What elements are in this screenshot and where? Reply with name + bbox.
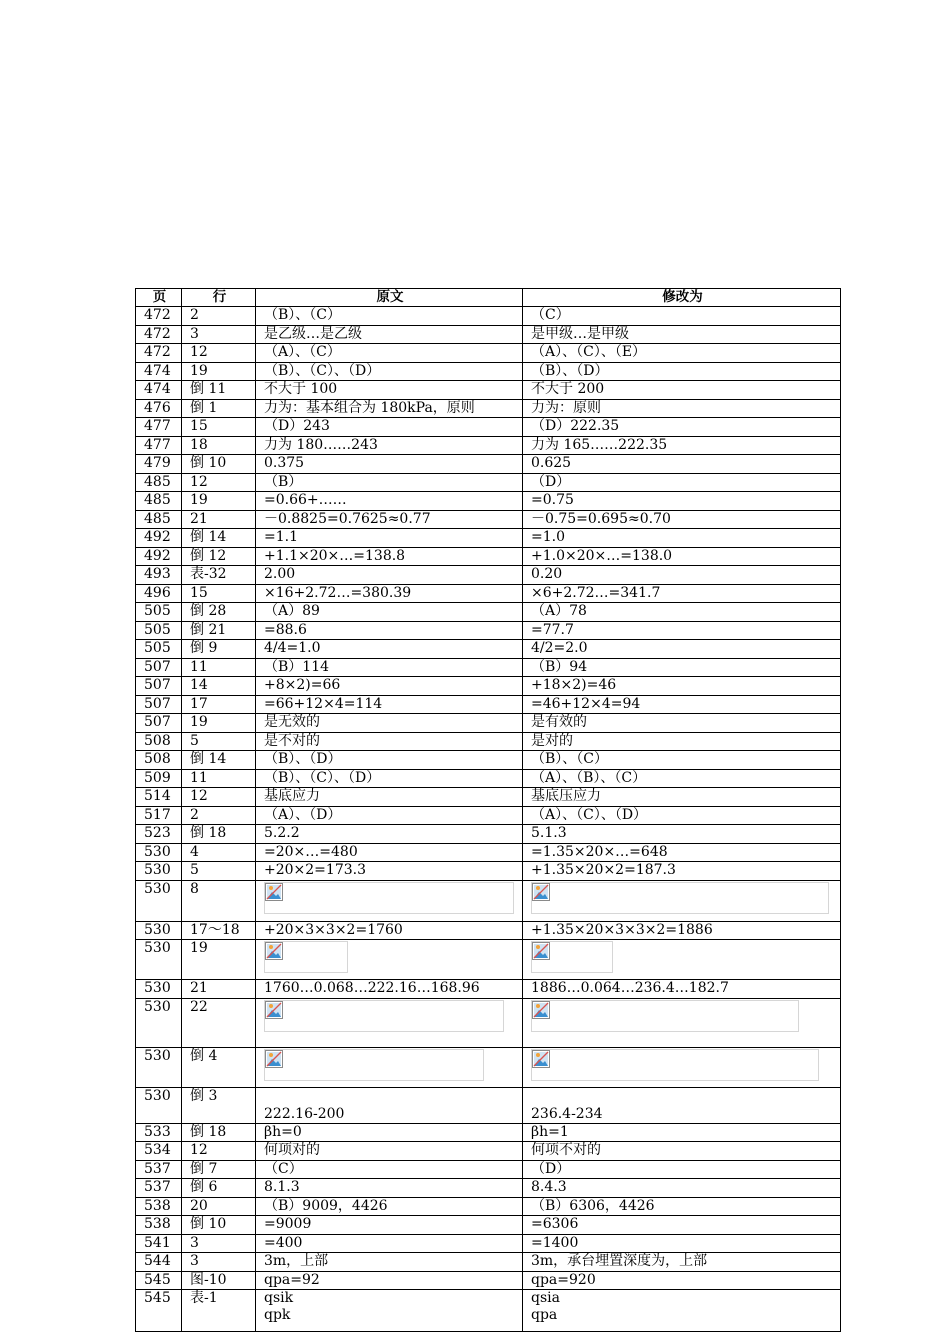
cell-original: 基底应力 [256, 788, 523, 807]
embedded-image [531, 882, 829, 914]
cell-original: 不大于 100 [256, 381, 523, 400]
cell-original: =88.6 [256, 621, 523, 640]
cell-original: －0.8825=0.7625≈0.77 [256, 510, 523, 529]
cell-revised: =46+12×4=94 [523, 695, 841, 714]
cell-line: 17～18 [182, 921, 256, 940]
header-original: 原文 [256, 289, 523, 307]
cell-page: 505 [136, 640, 182, 659]
cell-revised: 8.4.3 [523, 1179, 841, 1198]
table-row [136, 455, 841, 474]
cell-line: 12 [182, 1142, 256, 1161]
embedded-image [264, 941, 348, 973]
cell-original [256, 998, 523, 1047]
table-row [136, 1087, 841, 1123]
cell-line: 20 [182, 1197, 256, 1216]
cell-revised [523, 1047, 841, 1087]
cell-original: （D）243 [256, 418, 523, 437]
cell-page: 538 [136, 1216, 182, 1235]
cell-original: 1760…0.068…222.16…168.96 [256, 980, 523, 999]
cell-original: 是不对的 [256, 732, 523, 751]
table-row [136, 1123, 841, 1142]
cell-revised [523, 940, 841, 980]
table-row [136, 603, 841, 622]
cell-line: 4 [182, 843, 256, 862]
cell-original [256, 940, 523, 980]
cell-line: 12 [182, 788, 256, 807]
cell-revised [523, 1087, 841, 1123]
table-row [136, 677, 841, 696]
cell-original [256, 1047, 523, 1087]
cell-original: βh=0 [256, 1123, 523, 1142]
cell-page: 537 [136, 1179, 182, 1198]
cell-original: +20×3×3×2=1760 [256, 921, 523, 940]
cell-original: 力为 180……243 [256, 436, 523, 455]
cell-revised: 4/2=2.0 [523, 640, 841, 659]
embedded-image [531, 1000, 799, 1032]
cell-page: 505 [136, 603, 182, 622]
cell-original: +20×2=173.3 [256, 862, 523, 881]
cell-line: 倒 11 [182, 381, 256, 400]
cell-page: 544 [136, 1253, 182, 1272]
cell-page: 530 [136, 1047, 182, 1087]
cell-revised: 不大于 200 [523, 381, 841, 400]
cell-revised: =6306 [523, 1216, 841, 1235]
table-row [136, 940, 841, 980]
cell-page: 530 [136, 980, 182, 999]
table-row [136, 621, 841, 640]
cell-revised: （D）222.35 [523, 418, 841, 437]
table-row [136, 325, 841, 344]
cell-revised: 0.20 [523, 566, 841, 585]
cell-revised: =77.7 [523, 621, 841, 640]
table-row [136, 344, 841, 363]
cell-revised: 是有效的 [523, 714, 841, 733]
cell-line: 15 [182, 418, 256, 437]
table-row [136, 880, 841, 921]
table-row [136, 1216, 841, 1235]
cell-page: 507 [136, 695, 182, 714]
cell-page: 492 [136, 529, 182, 548]
table-row [136, 640, 841, 659]
broken-image-icon [532, 883, 550, 901]
cell-original [256, 1087, 523, 1123]
cell-original: qpa=92 [256, 1271, 523, 1290]
cell-page: 496 [136, 584, 182, 603]
cell-revised: －0.75=0.695≈0.70 [523, 510, 841, 529]
cell-page: 533 [136, 1123, 182, 1142]
cell-text: 236.4-234 [531, 1105, 603, 1122]
cell-page: 545 [136, 1271, 182, 1290]
table-row [136, 714, 841, 733]
cell-revised: 何项不对的 [523, 1142, 841, 1161]
cell-revised: 1886…0.064…236.4…182.7 [523, 980, 841, 999]
cell-line: 倒 28 [182, 603, 256, 622]
cell-original: （A）、（D） [256, 806, 523, 825]
table-row [136, 547, 841, 566]
embedded-image [264, 1000, 504, 1032]
cell-line: 19 [182, 940, 256, 980]
cell-revised: 力为：原则 [523, 399, 841, 418]
cell-line: 18 [182, 436, 256, 455]
cell-original: 3m，上部 [256, 1253, 523, 1272]
cell-original: 4/4=1.0 [256, 640, 523, 659]
table-row [136, 843, 841, 862]
cell-page: 493 [136, 566, 182, 585]
cell-page: 514 [136, 788, 182, 807]
cell-original: 5.2.2 [256, 825, 523, 844]
cell-page: 485 [136, 473, 182, 492]
cell-line: 17 [182, 695, 256, 714]
cell-original: 力为：基本组合为 180kPa，原则 [256, 399, 523, 418]
cell-page: 508 [136, 732, 182, 751]
embedded-image [531, 1049, 819, 1081]
cell-page: 530 [136, 862, 182, 881]
cell-revised: qpa=920 [523, 1271, 841, 1290]
table-row [136, 566, 841, 585]
cell-revised: =0.75 [523, 492, 841, 511]
cell-revised: （B）6306，4426 [523, 1197, 841, 1216]
cell-revised: =1400 [523, 1234, 841, 1253]
cell-line: 倒 10 [182, 1216, 256, 1235]
cell-original: （B）9009，4426 [256, 1197, 523, 1216]
cell-revised: （B）、（C） [523, 751, 841, 770]
table-row [136, 1271, 841, 1290]
cell-line: 5 [182, 862, 256, 881]
cell-revised: （C） [523, 307, 841, 326]
cell-page: 492 [136, 547, 182, 566]
cell-line: 3 [182, 1253, 256, 1272]
cell-original: =1.1 [256, 529, 523, 548]
cell-line: 11 [182, 658, 256, 677]
table-row [136, 788, 841, 807]
cell-line: 倒 4 [182, 1047, 256, 1087]
cell-line: 3 [182, 1234, 256, 1253]
cell-revised: =1.0 [523, 529, 841, 548]
cell-page: 545 [136, 1290, 182, 1332]
cell-original: =400 [256, 1234, 523, 1253]
cell-page: 477 [136, 436, 182, 455]
header-line: 行 [182, 289, 256, 307]
cell-original: 是乙级…是乙级 [256, 325, 523, 344]
errata-table [135, 288, 841, 1332]
cell-page: 541 [136, 1234, 182, 1253]
cell-original: =0.66+…… [256, 492, 523, 511]
cell-original: （B）、（D） [256, 751, 523, 770]
cell-page: 485 [136, 510, 182, 529]
cell-line: 倒 14 [182, 751, 256, 770]
cell-revised [523, 998, 841, 1047]
cell-original: （C） [256, 1160, 523, 1179]
table-row [136, 1197, 841, 1216]
cell-page: 507 [136, 677, 182, 696]
cell-page: 530 [136, 921, 182, 940]
cell-revised: （D） [523, 1160, 841, 1179]
cell-original: =66+12×4=114 [256, 695, 523, 714]
table-row [136, 825, 841, 844]
cell-page: 477 [136, 418, 182, 437]
cell-revised: 5.1.3 [523, 825, 841, 844]
table-row [136, 529, 841, 548]
cell-line: 14 [182, 677, 256, 696]
broken-image-icon [265, 1001, 283, 1019]
cell-text: qsik qpk [264, 1290, 294, 1323]
cell-line: 倒 9 [182, 640, 256, 659]
cell-page: 508 [136, 751, 182, 770]
table-row [136, 307, 841, 326]
cell-revised: +1.35×20×3×3×2=1886 [523, 921, 841, 940]
cell-revised: （A）78 [523, 603, 841, 622]
cell-line: 表-1 [182, 1290, 256, 1332]
cell-line: 21 [182, 510, 256, 529]
cell-revised [523, 880, 841, 921]
cell-page: 530 [136, 1087, 182, 1123]
cell-original: 0.375 [256, 455, 523, 474]
cell-line: 倒 18 [182, 825, 256, 844]
cell-page: 472 [136, 325, 182, 344]
cell-page: 507 [136, 658, 182, 677]
cell-page: 530 [136, 940, 182, 980]
table-row [136, 751, 841, 770]
table-row [136, 399, 841, 418]
table-row [136, 1179, 841, 1198]
table-row [136, 473, 841, 492]
cell-line: 12 [182, 344, 256, 363]
table-row [136, 1234, 841, 1253]
cell-page: 509 [136, 769, 182, 788]
cell-revised: （A）、（C）、（E） [523, 344, 841, 363]
cell-line: 19 [182, 714, 256, 733]
broken-image-icon [532, 1050, 550, 1068]
table-row [136, 492, 841, 511]
cell-revised: （B）、（D） [523, 362, 841, 381]
cell-line: 21 [182, 980, 256, 999]
table-row [136, 980, 841, 999]
cell-revised: =1.35×20×…=648 [523, 843, 841, 862]
cell-page: 474 [136, 381, 182, 400]
broken-image-icon [265, 1050, 283, 1068]
cell-page: 517 [136, 806, 182, 825]
cell-line: 3 [182, 325, 256, 344]
cell-revised: 3m，承台埋置深度为，上部 [523, 1253, 841, 1272]
cell-page: 474 [136, 362, 182, 381]
cell-revised: βh=1 [523, 1123, 841, 1142]
table-row [136, 436, 841, 455]
table-row [136, 381, 841, 400]
cell-original: （B）、（C） [256, 307, 523, 326]
broken-image-icon [532, 942, 550, 960]
cell-line: 倒 6 [182, 1179, 256, 1198]
cell-line: 图-10 [182, 1271, 256, 1290]
header-revised: 修改为 [523, 289, 841, 307]
table-row [136, 998, 841, 1047]
header-row [136, 289, 841, 307]
table-row [136, 806, 841, 825]
cell-revised: （D） [523, 473, 841, 492]
cell-revised: （A）、（C）、（D） [523, 806, 841, 825]
cell-revised: 基底压应力 [523, 788, 841, 807]
cell-page: 507 [136, 714, 182, 733]
cell-line: 表-32 [182, 566, 256, 585]
table-row [136, 510, 841, 529]
cell-revised: +1.35×20×2=187.3 [523, 862, 841, 881]
cell-page: 538 [136, 1197, 182, 1216]
table-row [136, 584, 841, 603]
cell-original: （B）114 [256, 658, 523, 677]
broken-image-icon [265, 883, 283, 901]
table-row [136, 1290, 841, 1332]
cell-line: 倒 3 [182, 1087, 256, 1123]
cell-original: 是无效的 [256, 714, 523, 733]
cell-original [256, 880, 523, 921]
cell-original: =20×…=480 [256, 843, 523, 862]
table-row [136, 1047, 841, 1087]
cell-text: 222.16-200 [264, 1105, 345, 1122]
cell-revised: 是甲级…是甲级 [523, 325, 841, 344]
cell-page: 505 [136, 621, 182, 640]
cell-original [256, 1290, 523, 1332]
cell-page: 530 [136, 998, 182, 1047]
cell-original: 8.1.3 [256, 1179, 523, 1198]
cell-page: 537 [136, 1160, 182, 1179]
cell-line: 19 [182, 492, 256, 511]
broken-image-icon [532, 1001, 550, 1019]
cell-original: =9009 [256, 1216, 523, 1235]
cell-revised: ×6+2.72…=341.7 [523, 584, 841, 603]
table-row [136, 418, 841, 437]
cell-text: qsia qpa [531, 1290, 560, 1323]
table-row [136, 921, 841, 940]
cell-line: 22 [182, 998, 256, 1047]
cell-line: 倒 18 [182, 1123, 256, 1142]
table-row [136, 695, 841, 714]
cell-original: +1.1×20×…=138.8 [256, 547, 523, 566]
header-page: 页 [136, 289, 182, 307]
cell-page: 479 [136, 455, 182, 474]
cell-page: 534 [136, 1142, 182, 1161]
cell-line: 倒 7 [182, 1160, 256, 1179]
cell-page: 476 [136, 399, 182, 418]
cell-line: 倒 10 [182, 455, 256, 474]
table-row [136, 362, 841, 381]
cell-revised: （B）94 [523, 658, 841, 677]
cell-line: 倒 1 [182, 399, 256, 418]
table-row [136, 862, 841, 881]
embedded-image [264, 1049, 484, 1081]
cell-revised: （A）、（B）、（C） [523, 769, 841, 788]
cell-page: 472 [136, 344, 182, 363]
table-row [136, 1142, 841, 1161]
cell-original: （A）、（C） [256, 344, 523, 363]
cell-line: 倒 21 [182, 621, 256, 640]
cell-line: 5 [182, 732, 256, 751]
cell-line: 15 [182, 584, 256, 603]
cell-revised: 0.625 [523, 455, 841, 474]
cell-original: 何项对的 [256, 1142, 523, 1161]
cell-revised: +18×2)=46 [523, 677, 841, 696]
cell-original: （B） [256, 473, 523, 492]
embedded-image [264, 882, 514, 914]
table-row [136, 732, 841, 751]
cell-original: 2.00 [256, 566, 523, 585]
cell-original: （A）89 [256, 603, 523, 622]
table-row [136, 1160, 841, 1179]
cell-revised: 力为 165……222.35 [523, 436, 841, 455]
cell-line: 2 [182, 307, 256, 326]
table-row [136, 769, 841, 788]
cell-page: 472 [136, 307, 182, 326]
cell-page: 530 [136, 880, 182, 921]
table-row [136, 658, 841, 677]
cell-revised: 是对的 [523, 732, 841, 751]
cell-line: 8 [182, 880, 256, 921]
cell-original: （B）、（C）、（D） [256, 769, 523, 788]
cell-line: 倒 12 [182, 547, 256, 566]
table-row [136, 1253, 841, 1272]
cell-original: ×16+2.72…=380.39 [256, 584, 523, 603]
cell-line: 12 [182, 473, 256, 492]
cell-original: （B）、（C）、（D） [256, 362, 523, 381]
cell-revised: +1.0×20×…=138.0 [523, 547, 841, 566]
cell-line: 2 [182, 806, 256, 825]
cell-original: +8×2)=66 [256, 677, 523, 696]
cell-line: 19 [182, 362, 256, 381]
cell-page: 485 [136, 492, 182, 511]
broken-image-icon [265, 942, 283, 960]
embedded-image [531, 941, 613, 973]
cell-line: 倒 14 [182, 529, 256, 548]
cell-page: 523 [136, 825, 182, 844]
cell-revised [523, 1290, 841, 1332]
cell-page: 530 [136, 843, 182, 862]
cell-line: 11 [182, 769, 256, 788]
errata-body [136, 307, 841, 1332]
